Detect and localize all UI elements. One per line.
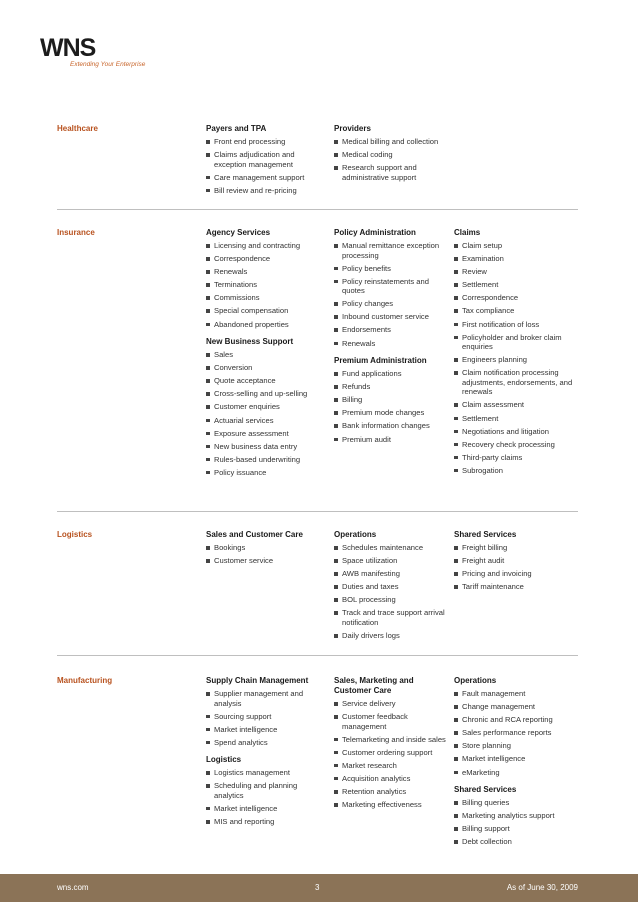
list-item: First notification of loss [454,320,578,330]
list-item: Billing queries [454,798,578,808]
list-item: Cross-selling and up-selling [206,389,324,399]
list-item: Store planning [454,741,578,751]
list-item: Licensing and contracting [206,241,324,251]
section-divider [57,209,578,210]
group-title: New Business Support [206,337,294,347]
section-label: Manufacturing [57,676,113,685]
list-item: Telemarketing and inside sales [334,735,446,745]
list-item: Customer feedback management [334,712,446,731]
list-item: Policy changes [334,299,446,309]
wns-logo [40,34,146,68]
list-item: Recovery check processing [454,440,578,450]
service-list [206,350,324,477]
list-item: Engineers planning [454,355,578,365]
list-item: MIS and reporting [206,817,324,827]
list-item: Terminations [206,280,324,290]
list-item: Conversion [206,363,324,373]
service-list [206,241,324,329]
list-item: Pricing and invoicing [454,569,578,579]
list-item: Fund applications [334,369,446,379]
list-item: Refunds [334,382,446,392]
service-list [334,137,446,182]
logo-tagline: Extending Your Enterprise [70,61,146,68]
list-item: Settlement [454,414,578,424]
list-item: Fault management [454,689,578,699]
list-item: Correspondence [206,254,324,264]
service-group [206,228,324,329]
list-item: Market research [334,761,446,771]
list-item: BOL processing [334,595,446,605]
group-title: Sales and Customer Care [206,530,303,539]
list-item: Chronic and RCA reporting [454,715,578,725]
service-group [334,124,446,182]
list-item: Bill review and re-pricing [206,186,324,196]
service-group [206,124,324,195]
list-item: eMarketing [454,768,578,778]
service-list [206,768,324,826]
service-column [206,228,324,485]
list-item: Track and trace support arrival notification [334,608,446,627]
footer-site: wns.com [57,883,89,892]
service-list [334,543,446,641]
list-item: Medical coding [334,150,446,160]
service-list [334,369,446,444]
service-group [454,228,578,475]
list-item: Special compensation [206,306,324,316]
service-column [334,530,446,649]
service-group [334,676,446,810]
list-item: Freight audit [454,556,578,566]
service-group [454,785,578,847]
service-list [454,543,578,592]
list-item: Change management [454,702,578,712]
group-title: Agency Services [206,228,271,237]
list-item: Endorsements [334,325,446,335]
list-item: AWB manifesting [334,569,446,579]
service-list [454,689,578,777]
list-item: Acquisition analytics [334,774,446,784]
list-item: Manual remittance exception processing [334,241,446,260]
service-list [454,798,578,847]
service-column [206,530,324,574]
list-item: Renewals [334,339,446,349]
service-group [206,676,324,747]
service-group [334,530,446,641]
list-item: Policy benefits [334,264,446,274]
list-item: Medical billing and collection [334,137,446,147]
list-item: Marketing analytics support [454,811,578,821]
group-title: Operations [334,530,377,539]
list-item: Freight billing [454,543,578,553]
list-item: Subrogation [454,466,578,476]
service-column [206,676,324,835]
list-item: Premium mode changes [334,408,446,418]
group-title: Operations [454,676,497,685]
list-item: Sales performance reports [454,728,578,738]
service-list [334,699,446,810]
section-divider [57,655,578,656]
service-column [454,228,578,483]
list-item: Tax compliance [454,306,578,316]
list-item: Market intelligence [206,804,324,814]
page-footer [0,874,638,902]
list-item: Debt collection [454,837,578,847]
service-list [206,137,324,195]
group-title: Sales, Marketing and Customer Care [334,676,414,695]
page-number: 3 [315,883,320,892]
group-title: Supply Chain Management [206,676,309,685]
list-item: Bank information changes [334,421,446,431]
list-item: Customer service [206,556,324,566]
list-item: Logistics management [206,768,324,778]
list-item: Tariff maintenance [454,582,578,592]
list-item: Customer enquiries [206,402,324,412]
service-list [454,241,578,475]
list-item: Abandoned properties [206,320,324,330]
list-item: Policy reinstatements and quotes [334,277,446,296]
service-group [334,356,446,444]
logo-mark: WNS [40,34,96,62]
list-item: Quote acceptance [206,376,324,386]
footer-date: As of June 30, 2009 [506,883,578,892]
service-list [334,241,446,348]
group-title: Shared Services [454,530,517,539]
list-item: Rules-based underwriting [206,455,324,465]
list-item: Policyholder and broker claim enquiries [454,333,578,352]
group-title: Claims [454,228,481,237]
list-item: Claim assessment [454,400,578,410]
list-item: Spend analytics [206,738,324,748]
section-divider [57,511,578,512]
list-item: Scheduling and planning analytics [206,781,324,800]
list-item: Policy issuance [206,468,324,478]
service-column [454,530,578,600]
service-column [334,124,446,190]
list-item: Supplier management and analysis [206,689,324,708]
list-item: Sales [206,350,324,360]
list-item: Negotiations and litigation [454,427,578,437]
list-item: Review [454,267,578,277]
group-title: Shared Services [454,785,517,795]
list-item: Research support and administrative support [334,163,446,182]
service-group [454,676,578,777]
list-item: Billing [334,395,446,405]
service-column [334,676,446,818]
list-item: Care management support [206,173,324,183]
list-item: Claim setup [454,241,578,251]
list-item: Customer ordering support [334,748,446,758]
service-group [454,530,578,592]
list-item: Front end processing [206,137,324,147]
group-title: Providers [334,124,371,133]
list-item: Marketing effectiveness [334,800,446,810]
group-title: Premium Administration [334,356,427,366]
service-list [206,689,324,747]
service-group [206,755,324,826]
service-group [334,228,446,348]
list-item: Duties and taxes [334,582,446,592]
group-title: Payers and TPA [206,124,267,133]
section-label: Logistics [57,530,93,539]
service-list [206,543,324,566]
list-item: Claims adjudication and exception management [206,150,324,169]
list-item: Examination [454,254,578,264]
list-item: Schedules maintenance [334,543,446,553]
list-item: Settlement [454,280,578,290]
list-item: Service delivery [334,699,446,709]
list-item: New business data entry [206,442,324,452]
service-column [334,228,446,452]
list-item: Premium audit [334,435,446,445]
list-item: Exposure assessment [206,429,324,439]
section-label: Insurance [57,228,95,237]
list-item: Renewals [206,267,324,277]
service-group [206,530,324,566]
group-title: Logistics [206,755,242,765]
list-item: Retention analytics [334,787,446,797]
service-group [206,337,324,477]
list-item: Market intelligence [454,754,578,764]
service-column [206,124,324,203]
list-item: Space utilization [334,556,446,566]
list-item: Sourcing support [206,712,324,722]
list-item: Daily drivers logs [334,631,446,641]
list-item: Commissions [206,293,324,303]
list-item: Inbound customer service [334,312,446,322]
service-column [454,676,578,855]
list-item: Claim notification processing adjustments, endorsements, and renewals [454,368,578,397]
list-item: Third-party claims [454,453,578,463]
list-item: Market intelligence [206,725,324,735]
list-item: Correspondence [454,293,578,303]
list-item: Billing support [454,824,578,834]
group-title: Policy Administration [334,228,416,237]
list-item: Bookings [206,543,324,553]
section-label: Healthcare [57,124,98,133]
list-item: Actuarial services [206,416,324,426]
